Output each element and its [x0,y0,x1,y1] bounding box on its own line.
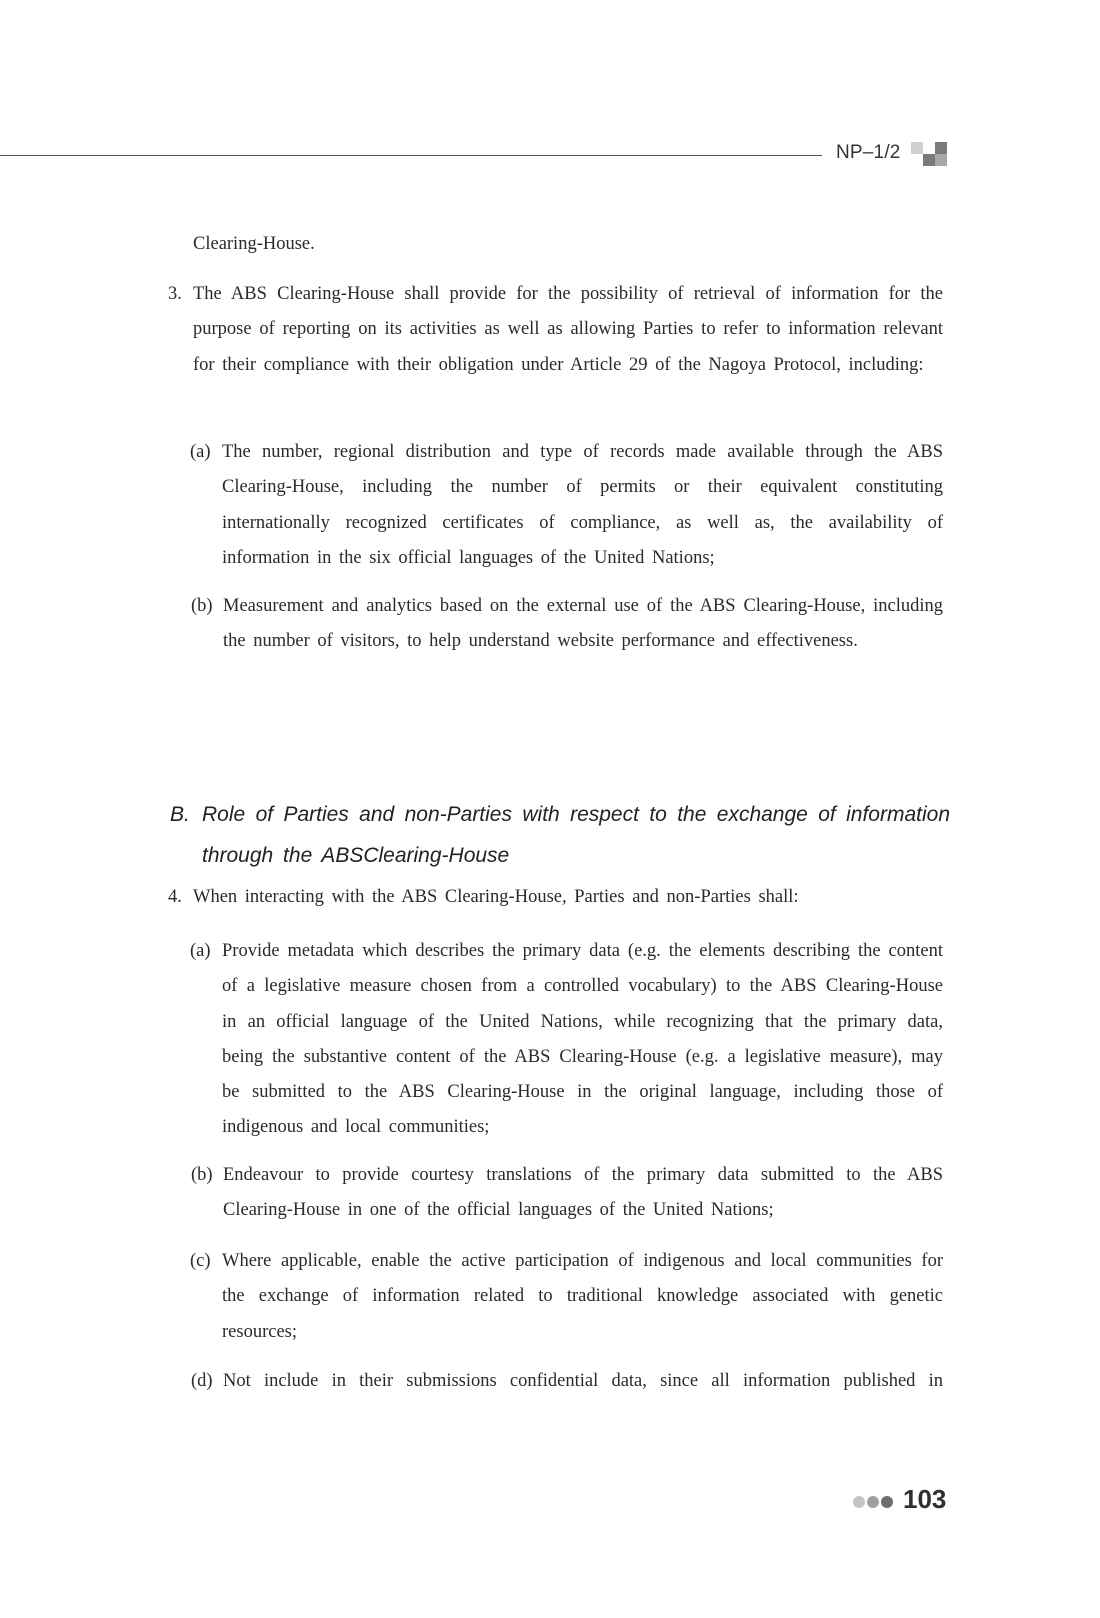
list-item-4b [191,1158,943,1229]
corner-squares-icon [923,142,947,166]
list-item-4d [191,1364,943,1399]
list-item-text: Not include in their submissions confidential data, since all information published in [223,1371,943,1391]
paragraph-number: 4. [168,887,182,907]
document-code: NP–1/2 [836,142,901,163]
list-item-label: (b) [191,596,213,616]
list-item-text: The number, regional distribution and type of records made available through the ABS Clearing-House, including the number of permits or their equivalent constituting internationally recognized certificates of compliance, as well as, the availability of information in the six official languages of the United Nations; [222,442,943,568]
corner-square-accent [911,142,923,154]
page-number: 103 [903,1484,947,1514]
list-item-text: Endeavour to provide courtesy translations of the primary data submitted to the ABS Clearing-House in one of the official languages of the United Nations; [223,1165,943,1221]
paragraph-4 [168,880,943,915]
list-item-label: (c) [190,1251,211,1271]
list-item-label: (a) [190,941,211,961]
list-item-label: (d) [191,1371,213,1391]
section-label: B. [170,803,190,826]
continuation-text: Clearing-House. [193,234,315,254]
list-item-4a [190,934,943,1146]
list-item-text: Measurement and analytics based on the external use of the ABS Clearing-House, including the number of visitors, to help understand website performance and effectiveness. [223,596,943,652]
list-item-text: Where applicable, enable the active participation of indigenous and local communities for the exchange of information related to traditional knowledge associated with genetic resources; [222,1251,943,1342]
paragraph-3 [168,277,943,383]
list-item-3b [191,589,943,660]
list-item-label: (b) [191,1165,213,1185]
header-rule [0,155,822,156]
list-item-4c [190,1244,943,1350]
section-title: Role of Parties and non-Parties with respect to the exchange of information through the ABSClearing-House [202,803,950,867]
list-item-3a [190,435,943,576]
paragraph-number: 3. [168,284,182,304]
paragraph-text: When interacting with the ABS Clearing-House, Parties and non-Parties shall: [193,887,799,907]
list-item-label: (a) [190,442,211,462]
section-heading [170,794,950,876]
list-item-text: Provide metadata which describes the primary data (e.g. the elements describing the content of a legislative measure chosen from a controlled vocabulary) to the ABS Clearing-House in an official language of the United Nations, while recognizing that the primary data, being the substantive content of the ABS Clearing-House (e.g. a legislative measure), may be submitted to the ABS Clearing-House in the original language, including those of indigenous and local communities; [222,941,943,1138]
paragraph-text: The ABS Clearing-House shall provide for the possibility of retrieval of information for the purpose of reporting on its activities as well as allowing Parties to refer to information relevant for their compliance with their obligation under Article 29 of the Nagoya Protocol, including: [193,284,943,375]
